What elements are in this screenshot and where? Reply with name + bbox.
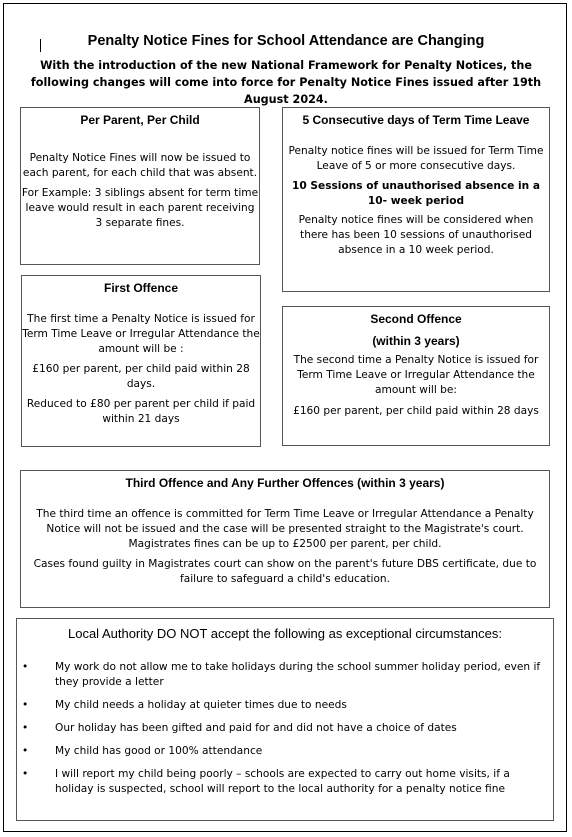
bullet-icon: • [22, 768, 29, 780]
per-parent-text: Penalty Notice Fines will now be issued to each parent, for each child that was absent. [22, 152, 258, 179]
second-offence-text: The second time a Penalty Notice is issued for Term Time Leave or Irregular Attendance the amount will be: [293, 354, 539, 396]
list-item-text: My child needs a holiday at quieter times due to needs [55, 699, 347, 711]
list-item-text: My work do not allow me to take holidays during the school summer holiday period, even if they provide a letter [55, 661, 541, 688]
per-parent-heading: Per Parent, Per Child [80, 113, 200, 127]
exceptions-list [17, 660, 553, 797]
first-offence-text: The first time a Penalty Notice is issued for Term Time Leave or Irregular Attendance the amount will be : [22, 313, 260, 355]
per-parent-example: For Example: 3 siblings absent for term time leave would result in each parent receiving 3 separate fines. [21, 187, 259, 229]
second-offence-box [282, 306, 550, 446]
list-item [17, 767, 553, 797]
second-offence-amount: £160 per parent, per child paid within 28 days [293, 405, 539, 417]
consecutive-days-text: Penalty notice fines will be issued for Term Time Leave of 5 or more consecutive days. [288, 145, 544, 172]
second-offence-heading: Second Offence [370, 312, 462, 326]
sessions-text: Penalty notice fines will be considered when there has been 10 sessions of unauthorised absence in a 10 week period. [298, 214, 534, 256]
first-offence-reduced: Reduced to £80 per parent per child if paid within 21 days [26, 398, 256, 425]
second-offence-subheading: (within 3 years) [372, 334, 460, 348]
exceptions-box [16, 618, 554, 821]
first-offence-box [21, 275, 261, 447]
third-offence-text: The third time an offence is committed for Term Time Leave or Irregular Attendance a Penalty Notice will not be issued and the case will be presented straight to the Magistrate's court. Magistrates fines can be up to £2500 per parent, per child. [36, 508, 534, 550]
first-offence-heading: First Offence [103, 281, 178, 295]
bullet-icon: • [22, 661, 29, 673]
list-item [17, 721, 553, 736]
intro-text: With the introduction of the new National Framework for Penalty Notices, the following changes will come into force for Penalty Notice Fines issued after 19th August 2024. [30, 59, 542, 106]
exceptions-heading: Local Authority DO NOT accept the following as exceptional circumstances: [67, 626, 503, 641]
list-item [17, 660, 553, 690]
list-item-text: Our holiday has been gifted and paid for and did not have a choice of dates [55, 722, 457, 734]
per-parent-box [20, 107, 260, 265]
bullet-icon: • [22, 722, 29, 734]
consecutive-days-box [282, 107, 550, 292]
sessions-subheading: 10 Sessions of unauthorised absence in a 10- week period [291, 180, 541, 207]
third-offence-dbs: Cases found guilty in Magistrates court can show on the parent's future DBS certificate, due to failure to safeguard a child's education. [33, 558, 537, 585]
list-item [17, 744, 553, 759]
third-offence-box [20, 470, 550, 608]
page-title: Penalty Notice Fines for School Attendance are Changing [87, 33, 485, 49]
third-offence-heading: Third Offence and Any Further Offences (within 3 years) [125, 476, 445, 490]
bullet-icon: • [22, 745, 29, 757]
consecutive-days-heading: 5 Consecutive days of Term Time Leave [302, 113, 530, 127]
list-item-text: I will report my child being poorly – schools are expected to carry out home visits, if a holiday is suspected, school will report to the local authority for a penalty notice fine [55, 768, 510, 795]
first-offence-amount: £160 per parent, per child paid within 28 days. [32, 363, 250, 390]
bullet-icon: • [22, 699, 29, 711]
list-item-text: My child has good or 100% attendance [55, 745, 263, 757]
list-item [17, 698, 553, 713]
